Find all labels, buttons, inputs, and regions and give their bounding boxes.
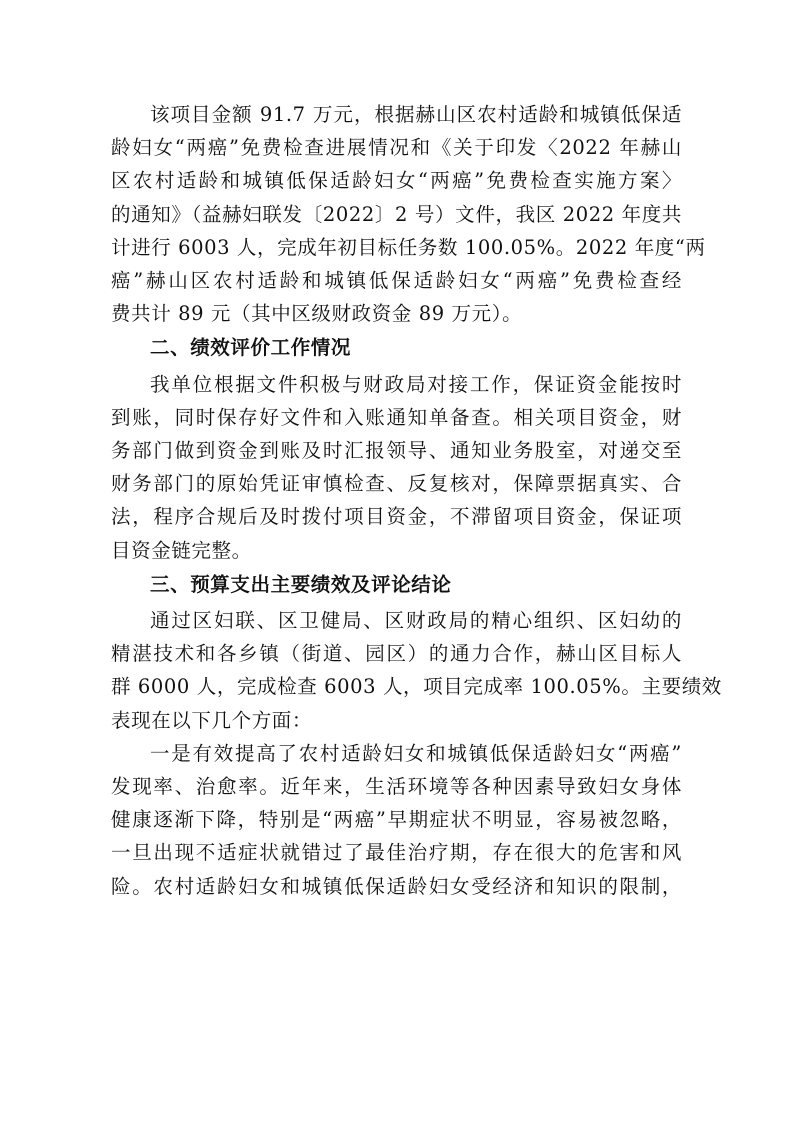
text-line: 健康逐渐下降，特别是“两癌”早期症状不明显，容易被忽略， (111, 808, 682, 832)
text-line: 到账，同时保存好文件和入账通知单备查。相关项目资金，财 (111, 405, 682, 429)
text-line: 法，程序合规后及时拨付项目资金，不滞留项目资金，保证项 (111, 505, 682, 529)
paragraph-detection-rate (111, 737, 682, 903)
text-line: 群 6000 人，完成检查 6003 人，项目完成率 100.05%。主要绩效 (111, 675, 722, 699)
text-line: 精湛技术和各乡镇（街道、园区）的通力合作，赫山区目标人 (111, 642, 682, 666)
text-line: 一是有效提高了农村适龄妇女和城镇低保适龄妇女“两癌” (150, 741, 682, 765)
text-line: 癌”赫山区农村适龄和城镇低保适龄妇女“两癌”免费检查经 (111, 269, 682, 293)
paragraph-evaluation-work (111, 368, 682, 567)
text-line: 的通知》（益赫妇联发〔2022〕2 号）文件，我区 2022 年度共 (111, 202, 682, 226)
text-line: 龄妇女“两癌”免费检查进展情况和《关于印发〈2022 年赫山 (111, 136, 682, 160)
section-heading-evaluation-work: 二、绩效评价工作情况 (150, 336, 352, 360)
text-line: 财务部门的原始凭证审慎检查、反复核对，保障票据真实、合 (111, 472, 682, 496)
text-line: 我单位根据文件积极与财政局对接工作，保证资金能按时 (150, 372, 682, 396)
text-line: 险。农村适龄妇女和城镇低保适龄妇女受经济和知识的限制， (111, 874, 682, 898)
paragraph-project-amount (111, 98, 706, 330)
text-line: 费共计 89 元（其中区级财政资金 89 万元）。 (111, 302, 523, 326)
text-line: 发现率、治愈率。近年来，生活环境等各种因素导致妇女身体 (111, 775, 682, 799)
paragraph-performance-summary (111, 604, 722, 737)
text-line: 目资金链完整。 (111, 538, 252, 562)
section-heading-performance-conclusion: 三、预算支出主要绩效及评论结论 (150, 572, 452, 596)
text-line: 一旦出现不适症状就错过了最佳治疗期，存在很大的危害和风 (111, 841, 682, 865)
text-line: 区农村适龄和城镇低保适龄妇女“两癌”免费检查实施方案〉 (111, 169, 682, 193)
text-line: 表现在以下几个方面： (111, 708, 313, 732)
text-line: 通过区妇联、区卫健局、区财政局的精心组织、区妇幼的 (150, 609, 682, 633)
text-line: 计进行 6003 人，完成年初目标任务数 100.05%。2022 年度“两 (111, 235, 706, 259)
text-line: 务部门做到资金到账及时汇报领导、通知业务股室，对递交至 (111, 439, 682, 463)
text-line: 该项目金额 91.7 万元，根据赫山区农村适龄和城镇低保适 (150, 103, 682, 126)
